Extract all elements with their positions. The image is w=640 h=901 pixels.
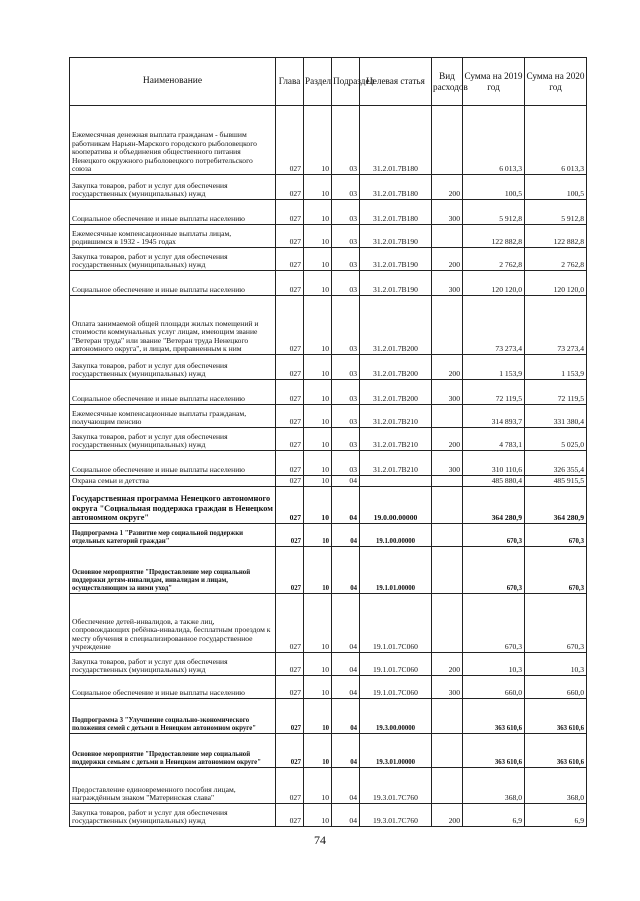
cell-razdel: 10 xyxy=(304,428,332,451)
table-row xyxy=(70,487,587,524)
cell-sum-2020: 364 280,9 xyxy=(525,487,587,524)
cell-razdel: 10 xyxy=(304,547,332,594)
cell-vid xyxy=(432,734,463,768)
cell-sum-2019: 6 013,3 xyxy=(463,106,525,175)
cell-vid: 200 xyxy=(432,355,463,380)
cell-name: Основное мероприятие "Предоставление мер социальной поддержки детям-инвалидам, инвалидам и лицам, осуществляющим за ними уход" xyxy=(70,547,276,594)
table-row xyxy=(70,676,587,699)
cell-podrazdel: 04 xyxy=(332,804,360,827)
cell-statya xyxy=(360,476,432,487)
cell-glava: 027 xyxy=(276,451,304,476)
cell-vid: 300 xyxy=(432,451,463,476)
cell-podrazdel: 04 xyxy=(332,734,360,768)
cell-podrazdel: 03 xyxy=(332,380,360,405)
table-row xyxy=(70,106,587,175)
cell-glava: 027 xyxy=(276,225,304,248)
cell-sum-2020: 73 273,4 xyxy=(525,296,587,355)
header-glava: Глава xyxy=(276,58,304,106)
cell-vid xyxy=(432,487,463,524)
cell-vid xyxy=(432,405,463,428)
table-body xyxy=(70,106,587,827)
cell-sum-2020: 670,3 xyxy=(525,524,587,547)
cell-name: Социальное обеспечение и иные выплаты населению xyxy=(70,451,276,476)
cell-razdel: 10 xyxy=(304,296,332,355)
cell-podrazdel: 03 xyxy=(332,451,360,476)
cell-statya: 19.1.01.7С060 xyxy=(360,594,432,653)
cell-name: Подпрограмма 1 "Развитие мер социальной поддержки отдельных категорий граждан" xyxy=(70,524,276,547)
cell-podrazdel: 04 xyxy=(332,547,360,594)
cell-podrazdel: 04 xyxy=(332,594,360,653)
cell-sum-2020: 5 025,0 xyxy=(525,428,587,451)
cell-glava: 027 xyxy=(276,405,304,428)
cell-glava: 027 xyxy=(276,804,304,827)
cell-sum-2020: 5 912,8 xyxy=(525,200,587,225)
cell-podrazdel: 04 xyxy=(332,524,360,547)
header-podrazdel: Подраздел xyxy=(332,58,360,106)
page-number: 74 xyxy=(314,833,326,847)
header-row xyxy=(70,58,587,106)
header-name: Наименование xyxy=(70,58,276,106)
cell-sum-2019: 660,0 xyxy=(463,676,525,699)
table-row xyxy=(70,653,587,676)
cell-sum-2019: 5 912,8 xyxy=(463,200,525,225)
cell-name: Оплата занимаемой общей площади жилых помещений и стоимости коммунальных услуг лицам, имеющим звание "Ветеран труда" или звание "Ветеран труда Ненецкого автономного округа", и лицам, приравненным к ним xyxy=(70,296,276,355)
cell-glava: 027 xyxy=(276,676,304,699)
cell-razdel: 10 xyxy=(304,355,332,380)
cell-vid xyxy=(432,476,463,487)
cell-sum-2019: 100,5 xyxy=(463,175,525,200)
cell-sum-2020: 10,3 xyxy=(525,653,587,676)
cell-razdel: 10 xyxy=(304,734,332,768)
cell-statya: 31.2.01.7В190 xyxy=(360,271,432,296)
cell-name: Основное мероприятие "Предоставление мер социальной поддержки семьям с детьми в Ненецком автономном округе" xyxy=(70,734,276,768)
cell-podrazdel: 03 xyxy=(332,200,360,225)
table-row xyxy=(70,271,587,296)
cell-razdel: 10 xyxy=(304,768,332,804)
cell-sum-2020: 485 915,5 xyxy=(525,476,587,487)
cell-name: Закупка товаров, работ и услуг для обеспечения государственных (муниципальных) нужд xyxy=(70,653,276,676)
cell-sum-2019: 73 273,4 xyxy=(463,296,525,355)
cell-name: Закупка товаров, работ и услуг для обеспечения государственных (муниципальных) нужд xyxy=(70,804,276,827)
header-sum-2020: Сумма на 2020 год xyxy=(525,58,587,106)
table-row xyxy=(70,428,587,451)
cell-razdel: 10 xyxy=(304,271,332,296)
cell-podrazdel: 03 xyxy=(332,296,360,355)
cell-razdel: 10 xyxy=(304,225,332,248)
cell-vid xyxy=(432,106,463,175)
cell-glava: 027 xyxy=(276,175,304,200)
cell-podrazdel: 04 xyxy=(332,476,360,487)
cell-sum-2019: 364 280,9 xyxy=(463,487,525,524)
cell-name: Социальное обеспечение и иные выплаты населению xyxy=(70,200,276,225)
cell-sum-2019: 314 893,7 xyxy=(463,405,525,428)
cell-name: Закупка товаров, работ и услуг для обеспечения государственных (муниципальных) нужд xyxy=(70,355,276,380)
cell-podrazdel: 03 xyxy=(332,106,360,175)
cell-glava: 027 xyxy=(276,653,304,676)
cell-razdel: 10 xyxy=(304,200,332,225)
cell-name: Социальное обеспечение и иные выплаты населению xyxy=(70,271,276,296)
cell-sum-2019: 310 110,6 xyxy=(463,451,525,476)
cell-statya: 19.1.01.7С060 xyxy=(360,676,432,699)
cell-name: Обеспечение детей-инвалидов, а также лиц, сопровождающих ребёнка-инвалида, бесплатным проездом к месту обучения в специализированное государственное учреждение xyxy=(70,594,276,653)
table-row xyxy=(70,200,587,225)
cell-name: Подпрограмма 3 "Улучшение социально-экономического положения семей с детьми в Ненецком автономном округе" xyxy=(70,699,276,734)
cell-sum-2019: 2 762,8 xyxy=(463,248,525,271)
cell-statya: 31.2.01.7В210 xyxy=(360,451,432,476)
cell-glava: 027 xyxy=(276,428,304,451)
cell-vid: 300 xyxy=(432,676,463,699)
cell-sum-2019: 120 120,0 xyxy=(463,271,525,296)
cell-razdel: 10 xyxy=(304,405,332,428)
cell-glava: 027 xyxy=(276,380,304,405)
cell-razdel: 10 xyxy=(304,248,332,271)
cell-razdel: 10 xyxy=(304,594,332,653)
cell-sum-2020: 368,0 xyxy=(525,768,587,804)
cell-statya: 31.2.01.7В210 xyxy=(360,405,432,428)
cell-sum-2020: 363 610,6 xyxy=(525,734,587,768)
cell-name: Социальное обеспечение и иные выплаты населению xyxy=(70,380,276,405)
cell-name: Ежемесячная денежная выплата гражданам - бывшим работникам Нарьян-Марского городского рыболовецкого кооператива и объединения общественного питания Ненецкого окружного рыболовецкого потребительского союза xyxy=(70,106,276,175)
cell-sum-2019: 363 610,6 xyxy=(463,699,525,734)
cell-glava: 027 xyxy=(276,487,304,524)
cell-name: Закупка товаров, работ и услуг для обеспечения государственных (муниципальных) нужд xyxy=(70,248,276,271)
cell-razdel: 10 xyxy=(304,380,332,405)
cell-sum-2019: 6,9 xyxy=(463,804,525,827)
cell-vid xyxy=(432,225,463,248)
cell-sum-2020: 670,3 xyxy=(525,547,587,594)
cell-sum-2020: 100,5 xyxy=(525,175,587,200)
cell-razdel: 10 xyxy=(304,476,332,487)
cell-vid: 200 xyxy=(432,248,463,271)
cell-sum-2020: 120 120,0 xyxy=(525,271,587,296)
cell-razdel: 10 xyxy=(304,676,332,699)
cell-glava: 027 xyxy=(276,355,304,380)
table-row xyxy=(70,594,587,653)
cell-vid: 200 xyxy=(432,804,463,827)
cell-glava: 027 xyxy=(276,524,304,547)
cell-podrazdel: 04 xyxy=(332,768,360,804)
table-row xyxy=(70,225,587,248)
table-row xyxy=(70,524,587,547)
cell-statya: 31.2.01.7В190 xyxy=(360,248,432,271)
cell-razdel: 10 xyxy=(304,524,332,547)
cell-razdel: 10 xyxy=(304,487,332,524)
cell-glava: 027 xyxy=(276,594,304,653)
cell-glava: 027 xyxy=(276,476,304,487)
cell-name: Закупка товаров, работ и услуг для обеспечения государственных (муниципальных) нужд xyxy=(70,175,276,200)
cell-podrazdel: 03 xyxy=(332,355,360,380)
cell-statya: 31.2.01.7В180 xyxy=(360,106,432,175)
cell-statya: 31.2.01.7В200 xyxy=(360,296,432,355)
cell-sum-2019: 368,0 xyxy=(463,768,525,804)
table-row xyxy=(70,175,587,200)
cell-name: Социальное обеспечение и иные выплаты населению xyxy=(70,676,276,699)
cell-sum-2020: 326 355,4 xyxy=(525,451,587,476)
cell-glava: 027 xyxy=(276,296,304,355)
cell-statya: 19.3.01.7С760 xyxy=(360,804,432,827)
cell-razdel: 10 xyxy=(304,804,332,827)
cell-sum-2020: 72 119,5 xyxy=(525,380,587,405)
cell-sum-2020: 1 153,9 xyxy=(525,355,587,380)
cell-sum-2019: 485 880,4 xyxy=(463,476,525,487)
table-row xyxy=(70,451,587,476)
cell-statya: 19.3.00.00000 xyxy=(360,699,432,734)
cell-podrazdel: 04 xyxy=(332,653,360,676)
header-vid: Вид расходов xyxy=(432,58,463,106)
cell-vid xyxy=(432,699,463,734)
cell-vid xyxy=(432,296,463,355)
cell-sum-2019: 670,3 xyxy=(463,594,525,653)
cell-podrazdel: 04 xyxy=(332,676,360,699)
cell-statya: 31.2.01.7В200 xyxy=(360,355,432,380)
cell-podrazdel: 03 xyxy=(332,271,360,296)
table-row xyxy=(70,405,587,428)
cell-sum-2020: 2 762,8 xyxy=(525,248,587,271)
cell-sum-2019: 10,3 xyxy=(463,653,525,676)
cell-vid: 300 xyxy=(432,380,463,405)
header-razdel: Раздел xyxy=(304,58,332,106)
cell-statya: 19.3.01.00000 xyxy=(360,734,432,768)
cell-vid: 300 xyxy=(432,271,463,296)
cell-statya: 31.2.01.7В190 xyxy=(360,225,432,248)
cell-sum-2019: 363 610,6 xyxy=(463,734,525,768)
cell-sum-2020: 331 380,4 xyxy=(525,405,587,428)
header-sum-2019: Сумма на 2019 год xyxy=(463,58,525,106)
cell-statya: 31.2.01.7В210 xyxy=(360,428,432,451)
table-row xyxy=(70,476,587,487)
cell-vid xyxy=(432,524,463,547)
cell-sum-2019: 1 153,9 xyxy=(463,355,525,380)
cell-statya: 19.0.00.00000 xyxy=(360,487,432,524)
cell-sum-2020: 670,3 xyxy=(525,594,587,653)
cell-vid: 300 xyxy=(432,200,463,225)
cell-name: Предоставление единовременного пособия лицам, награждённым знаком "Материнская слава" xyxy=(70,768,276,804)
table-row xyxy=(70,296,587,355)
cell-podrazdel: 03 xyxy=(332,248,360,271)
cell-sum-2020: 660,0 xyxy=(525,676,587,699)
cell-statya: 19.1.01.00000 xyxy=(360,547,432,594)
cell-statya: 19.1.00.00000 xyxy=(360,524,432,547)
budget-table xyxy=(69,57,587,827)
cell-glava: 027 xyxy=(276,768,304,804)
cell-podrazdel: 03 xyxy=(332,428,360,451)
cell-glava: 027 xyxy=(276,248,304,271)
cell-sum-2020: 6 013,3 xyxy=(525,106,587,175)
cell-razdel: 10 xyxy=(304,175,332,200)
cell-podrazdel: 03 xyxy=(332,225,360,248)
cell-name: Государственная программа Ненецкого автономного округа "Социальная поддержка граждан в Ненецком автономном округе" xyxy=(70,487,276,524)
cell-statya: 31.2.01.7В180 xyxy=(360,200,432,225)
table-row xyxy=(70,804,587,827)
cell-vid: 200 xyxy=(432,175,463,200)
cell-statya: 31.2.01.7В180 xyxy=(360,175,432,200)
cell-sum-2019: 670,3 xyxy=(463,524,525,547)
table-row xyxy=(70,734,587,768)
cell-razdel: 10 xyxy=(304,451,332,476)
cell-razdel: 10 xyxy=(304,653,332,676)
cell-sum-2019: 670,3 xyxy=(463,547,525,594)
cell-razdel: 10 xyxy=(304,699,332,734)
cell-glava: 027 xyxy=(276,734,304,768)
cell-vid xyxy=(432,547,463,594)
cell-sum-2020: 363 610,6 xyxy=(525,699,587,734)
cell-glava: 027 xyxy=(276,106,304,175)
table-row xyxy=(70,768,587,804)
table-row xyxy=(70,547,587,594)
cell-vid: 200 xyxy=(432,653,463,676)
cell-sum-2020: 122 882,8 xyxy=(525,225,587,248)
cell-vid xyxy=(432,594,463,653)
cell-sum-2020: 6,9 xyxy=(525,804,587,827)
cell-sum-2019: 122 882,8 xyxy=(463,225,525,248)
cell-glava: 027 xyxy=(276,271,304,296)
cell-podrazdel: 04 xyxy=(332,699,360,734)
cell-glava: 027 xyxy=(276,200,304,225)
table-row xyxy=(70,248,587,271)
cell-glava: 027 xyxy=(276,699,304,734)
cell-vid xyxy=(432,768,463,804)
cell-sum-2019: 4 783,1 xyxy=(463,428,525,451)
cell-sum-2019: 72 119,5 xyxy=(463,380,525,405)
cell-glava: 027 xyxy=(276,547,304,594)
cell-podrazdel: 03 xyxy=(332,175,360,200)
cell-razdel: 10 xyxy=(304,106,332,175)
cell-statya: 19.1.01.7С060 xyxy=(360,653,432,676)
cell-podrazdel: 03 xyxy=(332,405,360,428)
cell-statya: 31.2.01.7В200 xyxy=(360,380,432,405)
cell-statya: 19.3.01.7С760 xyxy=(360,768,432,804)
table-row xyxy=(70,355,587,380)
cell-podrazdel: 04 xyxy=(332,487,360,524)
header-statya: Целевая статья xyxy=(360,58,432,106)
cell-name: Охрана семьи и детства xyxy=(70,476,276,487)
cell-name: Ежемесячные компенсационные выплаты лицам, родившимся в 1932 - 1945 годах xyxy=(70,225,276,248)
cell-name: Ежемесячные компенсационные выплаты гражданам, получающим пенсию xyxy=(70,405,276,428)
table-row xyxy=(70,699,587,734)
table-row xyxy=(70,380,587,405)
cell-vid: 200 xyxy=(432,428,463,451)
cell-name: Закупка товаров, работ и услуг для обеспечения государственных (муниципальных) нужд xyxy=(70,428,276,451)
